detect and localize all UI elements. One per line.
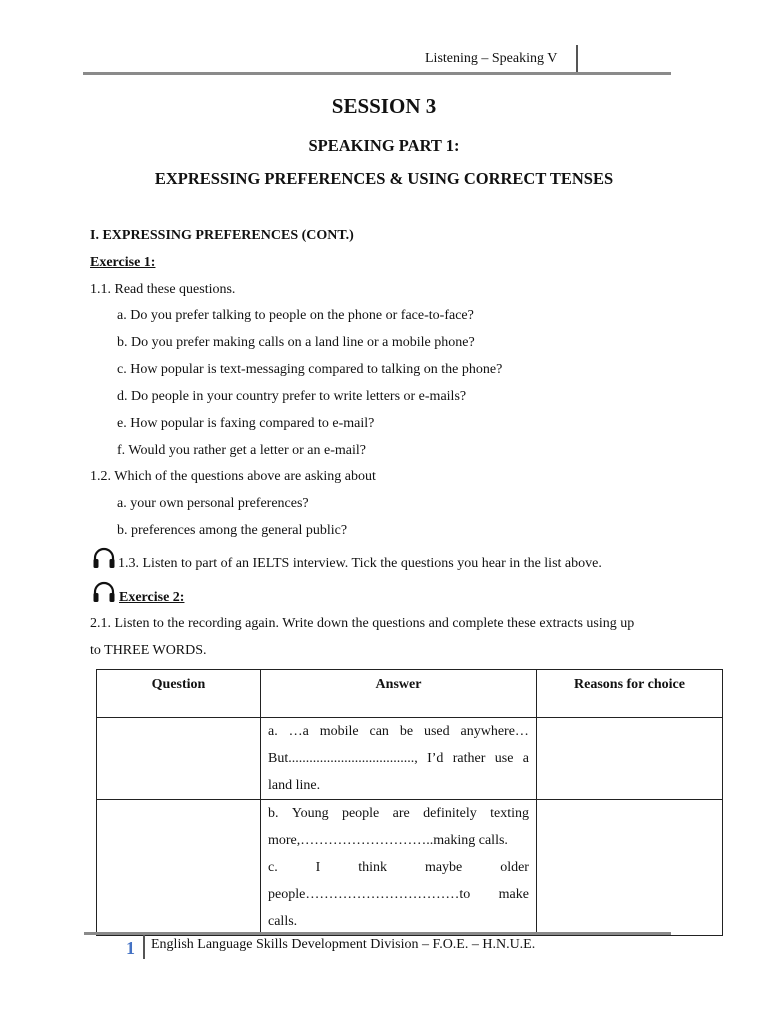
instruction-1-1: 1.1. Read these questions. — [90, 282, 236, 297]
question-c: c. How popular is text-messaging compared to talking on the phone? — [117, 362, 503, 377]
answer-line: c. I think maybe older — [268, 860, 529, 875]
part-title: SPEAKING PART 1: — [308, 136, 460, 155]
question-f: f. Would you rather get a letter or an e-mail? — [117, 443, 366, 458]
header-question: Question — [97, 670, 261, 718]
topic-title: EXPRESSING PREFERENCES & USING CORRECT TENSES — [154, 169, 614, 188]
header-divider — [576, 45, 578, 73]
question-a: a. Do you prefer talking to people on the phone or face-to-face? — [117, 308, 474, 323]
headphones-icon — [92, 581, 116, 603]
answer-line: calls. — [268, 914, 298, 929]
question-cell[interactable] — [97, 800, 261, 936]
instruction-1-2: 1.2. Which of the questions above are asking about — [90, 469, 376, 484]
footer-rule — [84, 932, 671, 935]
page-number: 1 — [126, 938, 135, 958]
option-b: b. preferences among the general public? — [117, 523, 348, 538]
running-header: Listening – Speaking V — [425, 51, 558, 66]
header-reasons: Reasons for choice — [537, 670, 723, 718]
answer-line: But...................................., I’d rather use a — [268, 751, 529, 766]
answer-line: b. Young people are definitely texting — [268, 806, 529, 821]
table-header-row — [97, 670, 723, 718]
answer-line: a. …a mobile can be used anywhere… — [268, 724, 529, 739]
exercise2-title: Exercise 2: — [119, 590, 185, 605]
question-cell[interactable] — [97, 718, 261, 800]
instruction-1-3: 1.3. Listen to part of an IELTS interview. Tick the questions you hear in the list above. — [118, 556, 602, 571]
footer-divider — [143, 935, 145, 959]
answer-cell — [261, 800, 537, 936]
question-b: b. Do you prefer making calls on a land line or a mobile phone? — [117, 335, 475, 350]
section-heading: I. EXPRESSING PREFERENCES (CONT.) — [90, 228, 354, 243]
reasons-cell[interactable] — [537, 718, 723, 800]
answer-line: land line. — [268, 778, 321, 793]
answer-line: people……………………………to make — [268, 887, 529, 902]
answer-table — [96, 669, 723, 936]
reasons-cell[interactable] — [537, 800, 723, 936]
footer-text: English Language Skills Development Division – F.O.E. – H.N.U.E. — [151, 937, 536, 952]
exercise1-title: Exercise 1: — [90, 255, 156, 270]
session-title: SESSION 3 — [331, 94, 437, 118]
option-a: a. your own personal preferences? — [117, 496, 309, 511]
question-e: e. How popular is faxing compared to e-mail? — [117, 416, 375, 431]
question-d: d. Do people in your country prefer to write letters or e-mails? — [117, 389, 467, 404]
answer-line: more,………………………..making calls. — [268, 833, 508, 848]
header-rule — [83, 72, 671, 75]
table-row — [97, 800, 723, 936]
instruction-2-1-line2: to THREE WORDS. — [90, 643, 207, 658]
header-answer: Answer — [261, 670, 537, 718]
instruction-2-1-line1: 2.1. Listen to the recording again. Write down the questions and complete these extracts using up — [90, 616, 635, 631]
headphones-icon — [92, 547, 116, 569]
answer-cell — [261, 718, 537, 800]
table-row — [97, 718, 723, 800]
